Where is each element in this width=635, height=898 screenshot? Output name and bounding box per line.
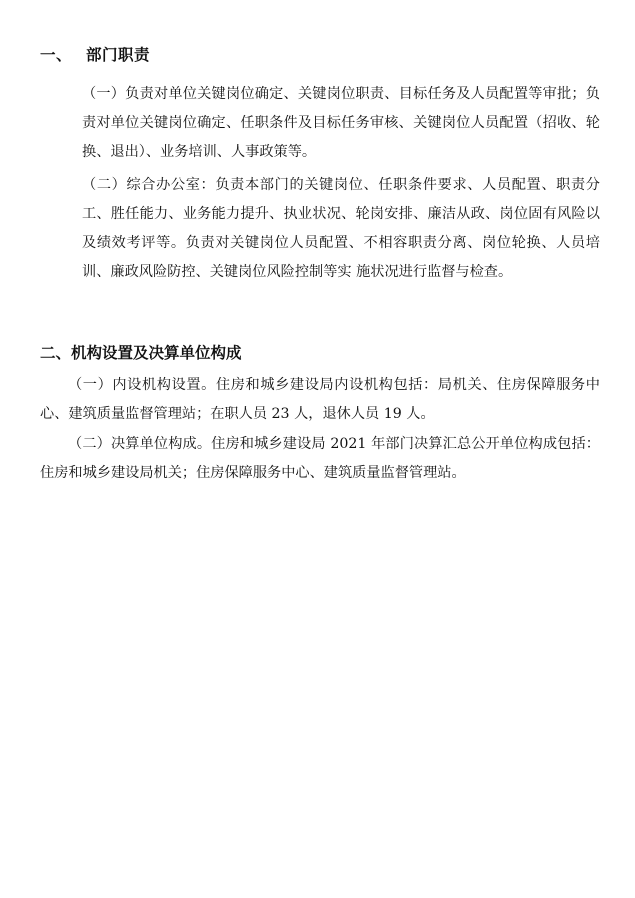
section-2-heading: 二、机构设置及决算单位构成 [40, 344, 242, 362]
section-1-heading [40, 44, 150, 66]
section-2-paragraph-2: （二）决算单位构成。住房和城乡建设局 2021 年部门决算汇总公开单位构成包括：住房和城乡建设局机关；住房保障服务中心、建筑质量监督管理站。 [40, 436, 600, 481]
section-2-paragraph-1: （一）内设机构设置。住房和城乡建设局内设机构包括：局机关、住房保障服务中心、建筑质量监督管理站；在职人员 23 人，退休人员 19 人。 [40, 377, 600, 422]
section-1-number: 一、 [40, 46, 73, 64]
section-1-paragraph-2: （二）综合办公室：负责本部门的关键岗位、任职条件要求、人员配置、职责分工、胜任能力、业务能力提升、执业状况、轮岗安排、廉洁从政、岗位固有风险以及绩效考评等。负责对关键岗位人员配置、不相容职责分离、岗位轮换、人员培训、廉政风险防控、关键岗位风险控制等实 施状况进行监督与检查。 [82, 177, 600, 280]
section-1-title: 部门职责 [86, 46, 151, 64]
section-1-paragraph-1: （一）负责对单位关键岗位确定、关键岗位职责、目标任务及人员配置等审批；负责对单位关键岗位确定、任职条件及目标任务审核、关键岗位人员配置（招收、轮换、退出）、业务培训、人事政策等。 [82, 86, 600, 160]
